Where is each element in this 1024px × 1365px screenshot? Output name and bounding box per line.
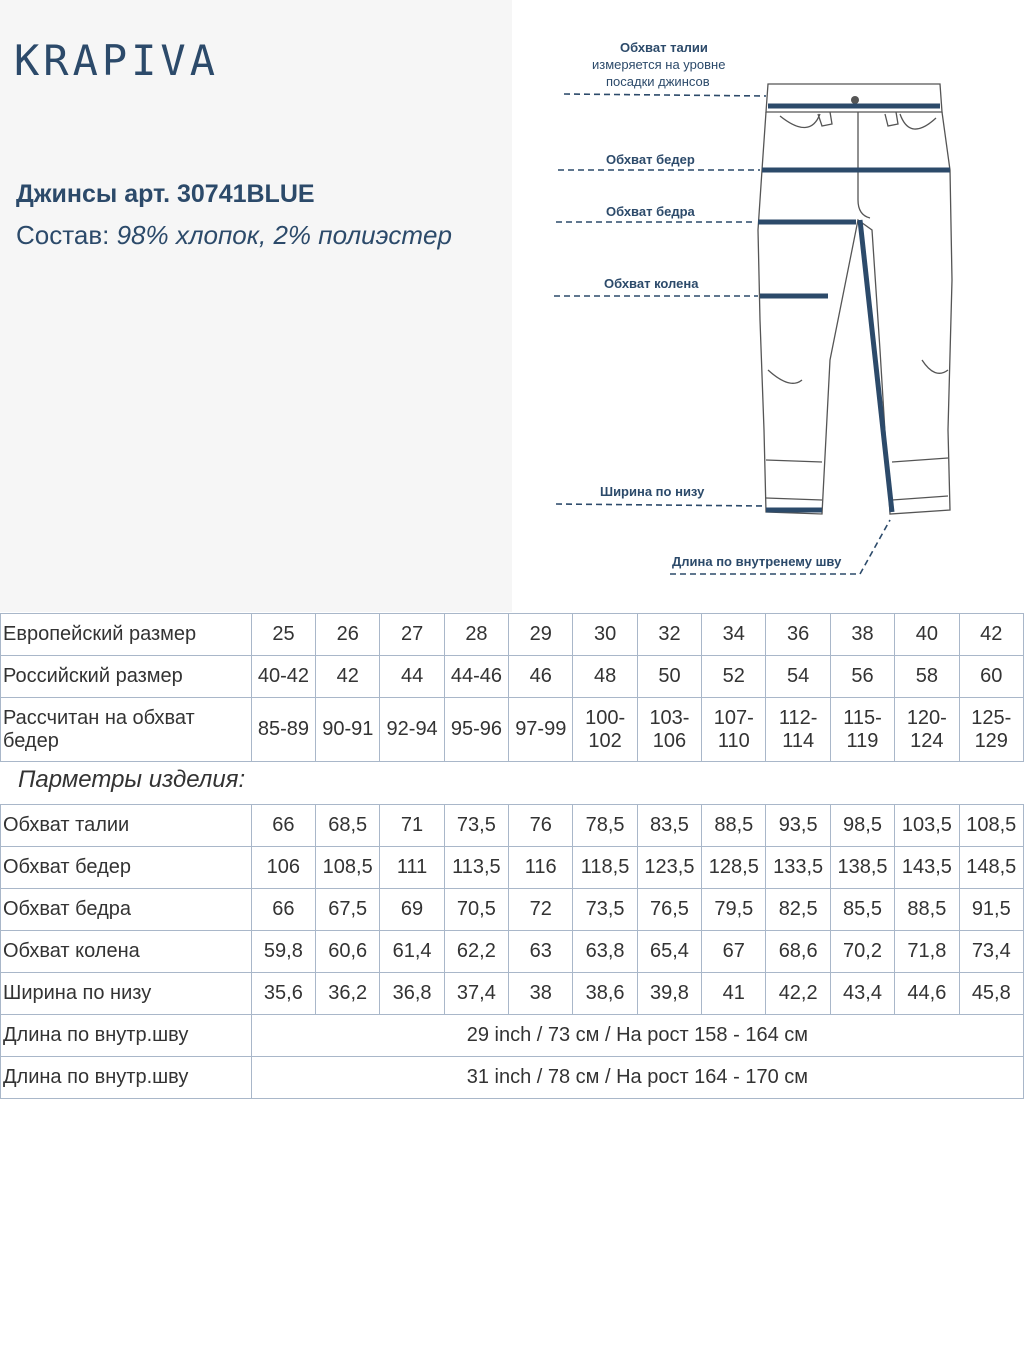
size-cell: 56 <box>830 656 894 698</box>
size-cell: 28 <box>444 614 508 656</box>
size-cell: 120-124 <box>895 698 959 762</box>
size-cell: 52 <box>702 656 766 698</box>
param-cell: 111 <box>380 847 444 889</box>
row-label: Обхват талии <box>1 805 252 847</box>
size-cell: 26 <box>316 614 380 656</box>
size-cell: 34 <box>702 614 766 656</box>
param-cell: 78,5 <box>573 805 637 847</box>
size-cell: 115-119 <box>830 698 894 762</box>
param-cell: 72 <box>509 889 573 931</box>
param-cell: 88,5 <box>895 889 959 931</box>
size-cell: 58 <box>895 656 959 698</box>
param-cell: 43,4 <box>830 973 894 1015</box>
size-cell: 48 <box>573 656 637 698</box>
param-cell: 70,2 <box>830 931 894 973</box>
param-cell: 103,5 <box>895 805 959 847</box>
param-cell: 39,8 <box>637 973 701 1015</box>
size-cell: 125-129 <box>959 698 1024 762</box>
size-cell: 103-106 <box>637 698 701 762</box>
param-cell: 71,8 <box>895 931 959 973</box>
inseam-span-cell: 31 inch / 78 см / На рост 164 - 170 см <box>251 1057 1023 1099</box>
label-inseam: Длина по внутренему шву <box>672 554 842 569</box>
size-cell: 60 <box>959 656 1024 698</box>
size-cell: 97-99 <box>509 698 573 762</box>
param-cell: 36,8 <box>380 973 444 1015</box>
param-cell: 68,5 <box>316 805 380 847</box>
size-cell: 95-96 <box>444 698 508 762</box>
param-cell: 62,2 <box>444 931 508 973</box>
row-label: Европейский размер <box>1 614 252 656</box>
product-info-panel <box>0 0 512 612</box>
size-cell: 42 <box>316 656 380 698</box>
param-cell: 44,6 <box>895 973 959 1015</box>
row-label: Обхват колена <box>1 931 252 973</box>
table-row <box>1 889 1024 931</box>
product-title: Джинсы арт. 30741BLUE <box>16 180 315 208</box>
size-cell: 85-89 <box>251 698 315 762</box>
param-cell: 133,5 <box>766 847 830 889</box>
param-cell: 67,5 <box>316 889 380 931</box>
table-row <box>1 847 1024 889</box>
size-cell: 40 <box>895 614 959 656</box>
size-cell: 44 <box>380 656 444 698</box>
param-cell: 138,5 <box>830 847 894 889</box>
param-cell: 148,5 <box>959 847 1023 889</box>
param-cell: 73,5 <box>444 805 508 847</box>
param-cell: 116 <box>509 847 573 889</box>
param-cell: 63 <box>509 931 573 973</box>
size-cell: 30 <box>573 614 637 656</box>
label-waist-sub2: посадки джинсов <box>606 74 710 89</box>
param-cell: 66 <box>251 889 315 931</box>
row-label: Обхват бедер <box>1 847 252 889</box>
param-cell: 60,6 <box>316 931 380 973</box>
size-cell: 44-46 <box>444 656 508 698</box>
composition-value: 98% хлопок, 2% полиэстер <box>116 220 452 250</box>
param-cell: 41 <box>702 973 766 1015</box>
param-cell: 38,6 <box>573 973 637 1015</box>
size-cell: 32 <box>637 614 701 656</box>
row-label: Ширина по низу <box>1 973 252 1015</box>
param-cell: 63,8 <box>573 931 637 973</box>
param-cell: 67 <box>702 931 766 973</box>
param-cell: 71 <box>380 805 444 847</box>
size-cell: 112-114 <box>766 698 830 762</box>
size-cell: 36 <box>766 614 830 656</box>
param-cell: 79,5 <box>702 889 766 931</box>
row-label: Длина по внутр.шву <box>1 1015 252 1057</box>
param-cell: 45,8 <box>959 973 1023 1015</box>
param-cell: 37,4 <box>444 973 508 1015</box>
param-cell: 35,6 <box>251 973 315 1015</box>
row-label: Длина по внутр.шву <box>1 1057 252 1099</box>
param-cell: 76,5 <box>637 889 701 931</box>
size-cell: 46 <box>509 656 573 698</box>
label-knee: Обхват колена <box>604 276 699 291</box>
row-label: Российский размер <box>1 656 252 698</box>
size-cell: 27 <box>380 614 444 656</box>
param-cell: 61,4 <box>380 931 444 973</box>
param-cell: 65,4 <box>637 931 701 973</box>
param-cell: 93,5 <box>766 805 830 847</box>
param-cell: 82,5 <box>766 889 830 931</box>
param-cell: 108,5 <box>316 847 380 889</box>
param-cell: 88,5 <box>702 805 766 847</box>
row-label: Рассчитан на обхват бедер <box>1 698 252 762</box>
table-row <box>1 1015 1024 1057</box>
size-cell: 92-94 <box>380 698 444 762</box>
size-cell: 50 <box>637 656 701 698</box>
size-cell: 29 <box>509 614 573 656</box>
params-heading: Парметры изделия: <box>18 766 246 793</box>
size-cell: 100-102 <box>573 698 637 762</box>
param-cell: 59,8 <box>251 931 315 973</box>
table-row <box>1 656 1024 698</box>
param-cell: 73,4 <box>959 931 1023 973</box>
param-cell: 143,5 <box>895 847 959 889</box>
jeans-drawing <box>540 30 980 590</box>
size-cell: 42 <box>959 614 1024 656</box>
size-cell: 54 <box>766 656 830 698</box>
param-cell: 98,5 <box>830 805 894 847</box>
param-cell: 38 <box>509 973 573 1015</box>
param-cell: 36,2 <box>316 973 380 1015</box>
header-area <box>0 0 1024 612</box>
size-table <box>0 613 1024 762</box>
table-row <box>1 805 1024 847</box>
table-row <box>1 973 1024 1015</box>
row-label: Обхват бедра <box>1 889 252 931</box>
params-table <box>0 804 1024 1099</box>
param-cell: 123,5 <box>637 847 701 889</box>
composition-label: Состав: <box>16 220 117 250</box>
param-cell: 106 <box>251 847 315 889</box>
param-cell: 42,2 <box>766 973 830 1015</box>
table-row <box>1 698 1024 762</box>
size-cell: 40-42 <box>251 656 315 698</box>
param-cell: 85,5 <box>830 889 894 931</box>
param-cell: 66 <box>251 805 315 847</box>
size-cell: 107-110 <box>702 698 766 762</box>
table-row <box>1 614 1024 656</box>
param-cell: 83,5 <box>637 805 701 847</box>
label-thigh: Обхват бедра <box>606 204 695 219</box>
brand-logo: KRAPIVA <box>14 36 220 85</box>
size-cell: 38 <box>830 614 894 656</box>
param-cell: 128,5 <box>702 847 766 889</box>
label-waist: Обхват талии <box>620 40 708 55</box>
param-cell: 113,5 <box>444 847 508 889</box>
param-cell: 108,5 <box>959 805 1023 847</box>
label-hem: Ширина по низу <box>600 484 705 499</box>
label-waist-sub1: измеряется на уровне <box>592 57 726 72</box>
product-composition <box>16 220 452 251</box>
inseam-span-cell: 29 inch / 73 см / На рост 158 - 164 см <box>251 1015 1023 1057</box>
label-hips: Обхват бедер <box>606 152 695 167</box>
jeans-measurement-diagram <box>540 30 980 590</box>
size-cell: 90-91 <box>316 698 380 762</box>
table-row <box>1 1057 1024 1099</box>
size-cell: 25 <box>251 614 315 656</box>
param-cell: 73,5 <box>573 889 637 931</box>
param-cell: 68,6 <box>766 931 830 973</box>
param-cell: 118,5 <box>573 847 637 889</box>
param-cell: 91,5 <box>959 889 1023 931</box>
param-cell: 76 <box>509 805 573 847</box>
param-cell: 70,5 <box>444 889 508 931</box>
param-cell: 69 <box>380 889 444 931</box>
table-row <box>1 931 1024 973</box>
